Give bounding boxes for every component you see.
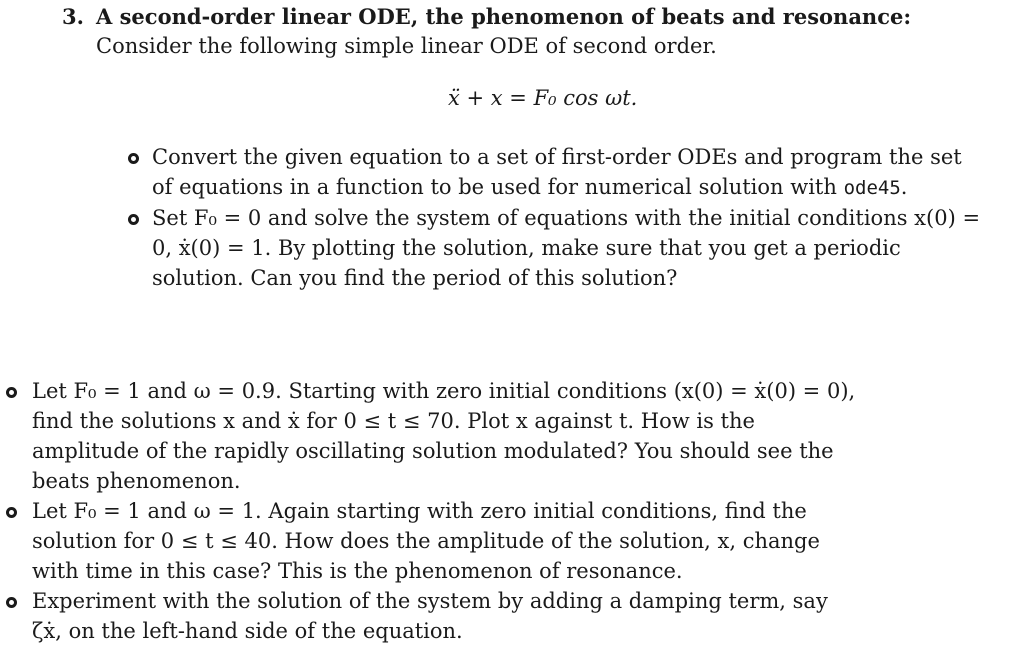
bullet-3-line-4: beats phenomenon. — [32, 469, 241, 493]
bullet-icon — [6, 507, 17, 518]
ode45-code: ode45 — [843, 177, 901, 199]
bullet-1-line-2-text: of equations in a function to be used for numerical solution with — [152, 175, 837, 199]
bullet-icon — [128, 214, 139, 225]
bullet-3-line-3: amplitude of the rapidly oscillating solution modulated? You should see the — [32, 439, 834, 463]
bullet-2-line-1: Set F₀ = 0 and solve the system of equations with the initial conditions x(0) = — [152, 206, 981, 230]
bullet-1-line-1: Convert the given equation to a set of first-order ODEs and program the set — [152, 145, 962, 169]
bullet-4-line-3: with time in this case? This is the phenomenon of resonance. — [32, 559, 683, 583]
bullet-2-line-3: solution. Can you find the period of this solution? — [152, 266, 678, 290]
bullet-5-line-1: Experiment with the solution of the system by adding a damping term, say — [32, 589, 828, 613]
bullet-4-line-2: solution for 0 ≤ t ≤ 40. How does the amplitude of the solution, x, change — [32, 529, 820, 553]
bullet-2-line-2: 0, ẋ(0) = 1. By plotting the solution, make sure that you get a periodic — [152, 236, 901, 260]
bullet-icon — [6, 387, 17, 398]
problem-title: A second-order linear ODE, the phenomenon of beats and resonance: — [96, 4, 912, 29]
bullet-1-line-2-end: . — [900, 175, 908, 199]
bullet-4-line-1: Let F₀ = 1 and ω = 1. Again starting with zero initial conditions, find the — [32, 499, 807, 523]
bullet-3-line-1: Let F₀ = 1 and ω = 0.9. Starting with zero initial conditions (x(0) = ẋ(0) = 0), — [32, 379, 856, 403]
bullet-1-line-2 — [152, 172, 907, 203]
bullet-5-line-2: ζẋ, on the left-hand side of the equation. — [32, 619, 463, 643]
problem-intro: Consider the following simple linear ODE of second order. — [96, 34, 717, 58]
problem-number: 3. — [62, 4, 84, 29]
ode-equation: ẍ + x = F₀ cos ωt. — [448, 86, 638, 110]
bullet-icon — [6, 597, 17, 608]
bullet-icon — [128, 153, 139, 164]
bullet-3-line-2: find the solutions x and ẋ for 0 ≤ t ≤ 70. Plot x against t. How is the — [32, 409, 755, 433]
